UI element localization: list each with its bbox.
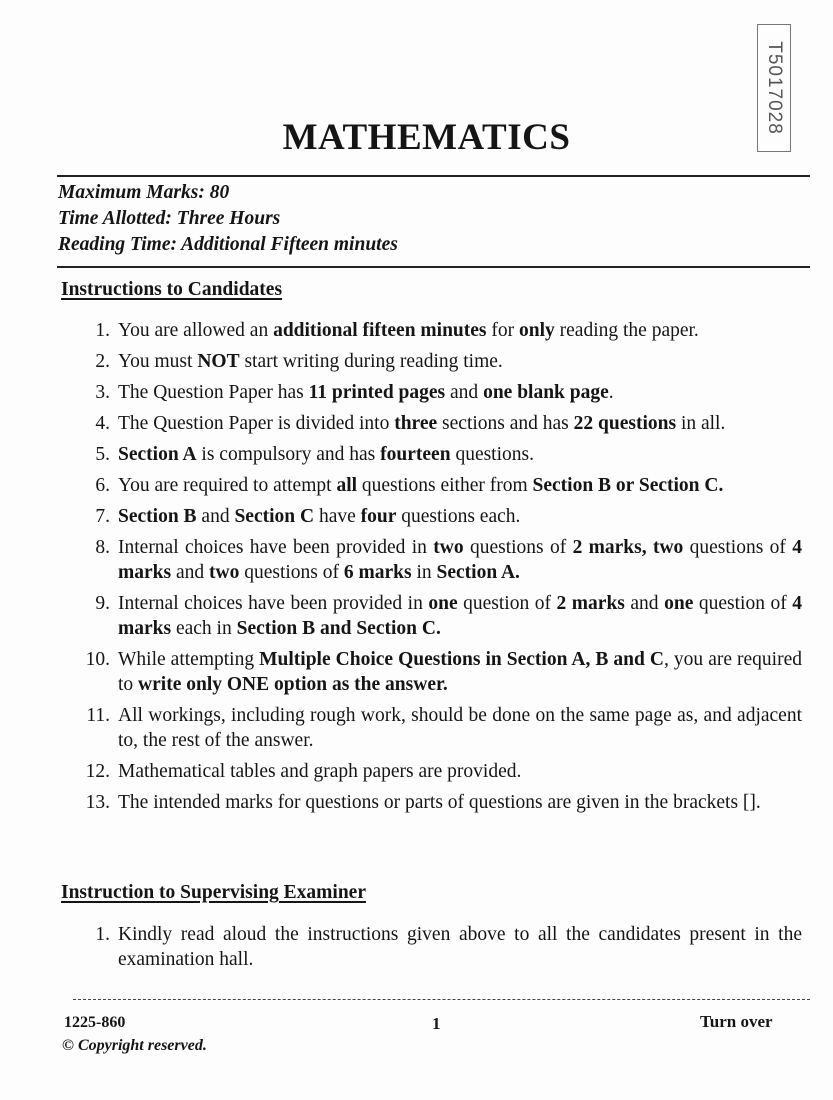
instruction-text: questions each. — [396, 506, 521, 527]
emphasis-text: only — [519, 320, 555, 341]
item-number: 2. — [95, 351, 110, 372]
emphasis-text: three — [394, 413, 438, 434]
item-number: 10. — [85, 649, 110, 670]
emphasis-text: Section A. — [436, 562, 520, 583]
turn-over-label: Turn over — [700, 1012, 773, 1031]
emphasis-text: Section B or Section C. — [532, 475, 724, 496]
item-number: 1. — [95, 320, 110, 341]
copyright-notice: © Copyright reserved. — [62, 1037, 207, 1054]
item-number: 1. — [95, 924, 110, 945]
instruction-text: in all. — [676, 413, 726, 434]
instruction-text: You are required to attempt — [118, 475, 337, 496]
instruction-item — [80, 349, 802, 374]
item-number: 3. — [95, 382, 110, 403]
footer-divider — [73, 999, 810, 1000]
instruction-item — [80, 647, 802, 697]
instruction-item — [80, 703, 802, 753]
emphasis-text: Section C — [234, 506, 315, 527]
instruction-text: While attempting — [118, 649, 260, 670]
instruction-text: and — [171, 562, 209, 583]
item-number: 5. — [95, 444, 110, 465]
instruction-item — [80, 759, 802, 784]
emphasis-text: Section B and Section C. — [236, 618, 441, 639]
instruction-item — [80, 504, 802, 529]
instruction-item — [80, 922, 802, 972]
instruction-text: Internal choices have been provided in — [118, 593, 429, 614]
emphasis-text: one — [428, 593, 458, 614]
instruction-text: sections and has — [437, 413, 574, 434]
item-number: 13. — [85, 792, 110, 813]
emphasis-text: 2 marks, two — [572, 537, 684, 558]
emphasis-text: write only ONE option as the answer. — [138, 674, 448, 695]
emphasis-text: Multiple Choice Questions in Section A, B and C — [259, 649, 664, 670]
instruction-text: for — [486, 320, 520, 341]
item-number: 6. — [95, 475, 110, 496]
emphasis-text: all — [336, 475, 358, 496]
instruction-text: questions of — [683, 537, 793, 558]
reading-time: Reading Time: Additional Fifteen minutes — [58, 234, 398, 255]
emphasis-text: NOT — [197, 351, 240, 372]
item-number: 9. — [95, 593, 110, 614]
instruction-text: question of — [457, 593, 557, 614]
instruction-text: You are allowed an — [118, 320, 274, 341]
emphasis-text: 4 marks — [118, 537, 802, 583]
instruction-item — [80, 380, 802, 405]
instruction-text: start writing during reading time. — [239, 351, 503, 372]
instruction-text: reading the paper. — [554, 320, 699, 341]
examiner-heading: Instruction to Supervising Examiner — [61, 882, 366, 903]
emphasis-text: fourteen — [380, 444, 451, 465]
instruction-item — [80, 790, 802, 815]
instruction-text: questions of — [463, 537, 573, 558]
instruction-text: questions either from — [357, 475, 533, 496]
instruction-text: have — [314, 506, 361, 527]
emphasis-text: one — [664, 593, 694, 614]
item-number: 8. — [95, 537, 110, 558]
instruction-text: is compulsory and has — [196, 444, 381, 465]
instruction-text: The intended marks for questions or parts of questions are given in the brackets []. — [118, 792, 761, 813]
candidates-heading: Instructions to Candidates — [61, 279, 283, 300]
candidate-instructions-list — [80, 318, 802, 821]
item-number: 12. — [85, 761, 110, 782]
time-allotted: Time Allotted: Three Hours — [58, 208, 281, 229]
instruction-text: . — [608, 382, 614, 403]
paper-code: T5017028 — [764, 41, 785, 135]
emphasis-text: 4 marks — [118, 593, 802, 639]
maximum-marks: Maximum Marks: 80 — [58, 182, 230, 203]
instruction-text: questions. — [450, 444, 534, 465]
instruction-text: and — [445, 382, 484, 403]
instruction-text: , you are required to — [118, 649, 802, 695]
emphasis-text: four — [360, 506, 397, 527]
instruction-text: The Question Paper has — [118, 382, 309, 403]
instruction-text: in — [411, 562, 437, 583]
instruction-text: You must — [118, 351, 198, 372]
emphasis-text: one blank page — [483, 382, 609, 403]
emphasis-text: two — [209, 562, 240, 583]
emphasis-text: 2 marks — [556, 593, 625, 614]
instruction-text: and — [624, 593, 665, 614]
instruction-text: Mathematical tables and graph papers are provided. — [118, 761, 522, 782]
examiner-instructions-list — [80, 922, 802, 978]
divider — [57, 175, 810, 177]
emphasis-text: Section A — [118, 444, 197, 465]
instruction-text: The Question Paper is divided into — [118, 413, 395, 434]
instruction-item — [80, 442, 802, 467]
instruction-text: and — [196, 506, 235, 527]
emphasis-text: Section B — [118, 506, 197, 527]
emphasis-text: 22 questions — [573, 413, 677, 434]
emphasis-text: additional fifteen minutes — [273, 320, 487, 341]
page-title: MATHEMATICS — [282, 117, 571, 158]
exam-meta — [58, 180, 398, 258]
instruction-text: questions of — [239, 562, 344, 583]
instruction-text: Kindly read aloud the instructions given above to all the candidates present in the examination hall. — [118, 924, 802, 970]
instruction-text: All workings, including rough work, should be done on the same page as, and adjacent to, the rest of the answer. — [118, 705, 802, 751]
instruction-item — [80, 318, 802, 343]
emphasis-text: 11 printed pages — [308, 382, 446, 403]
instruction-item — [80, 411, 802, 436]
instruction-item — [80, 535, 802, 585]
divider — [57, 266, 810, 268]
emphasis-text: 6 marks — [343, 562, 412, 583]
emphasis-text: two — [433, 537, 464, 558]
page-number: 1 — [432, 1014, 441, 1033]
item-number: 7. — [95, 506, 110, 527]
instruction-text: question of — [693, 593, 793, 614]
item-number: 4. — [95, 413, 110, 434]
instruction-item — [80, 591, 802, 641]
instruction-item — [80, 473, 802, 498]
instruction-text: each in — [171, 618, 237, 639]
instruction-text: Internal choices have been provided in — [118, 537, 434, 558]
paper-code-footer: 1225-860 — [64, 1014, 126, 1031]
item-number: 11. — [86, 705, 110, 726]
